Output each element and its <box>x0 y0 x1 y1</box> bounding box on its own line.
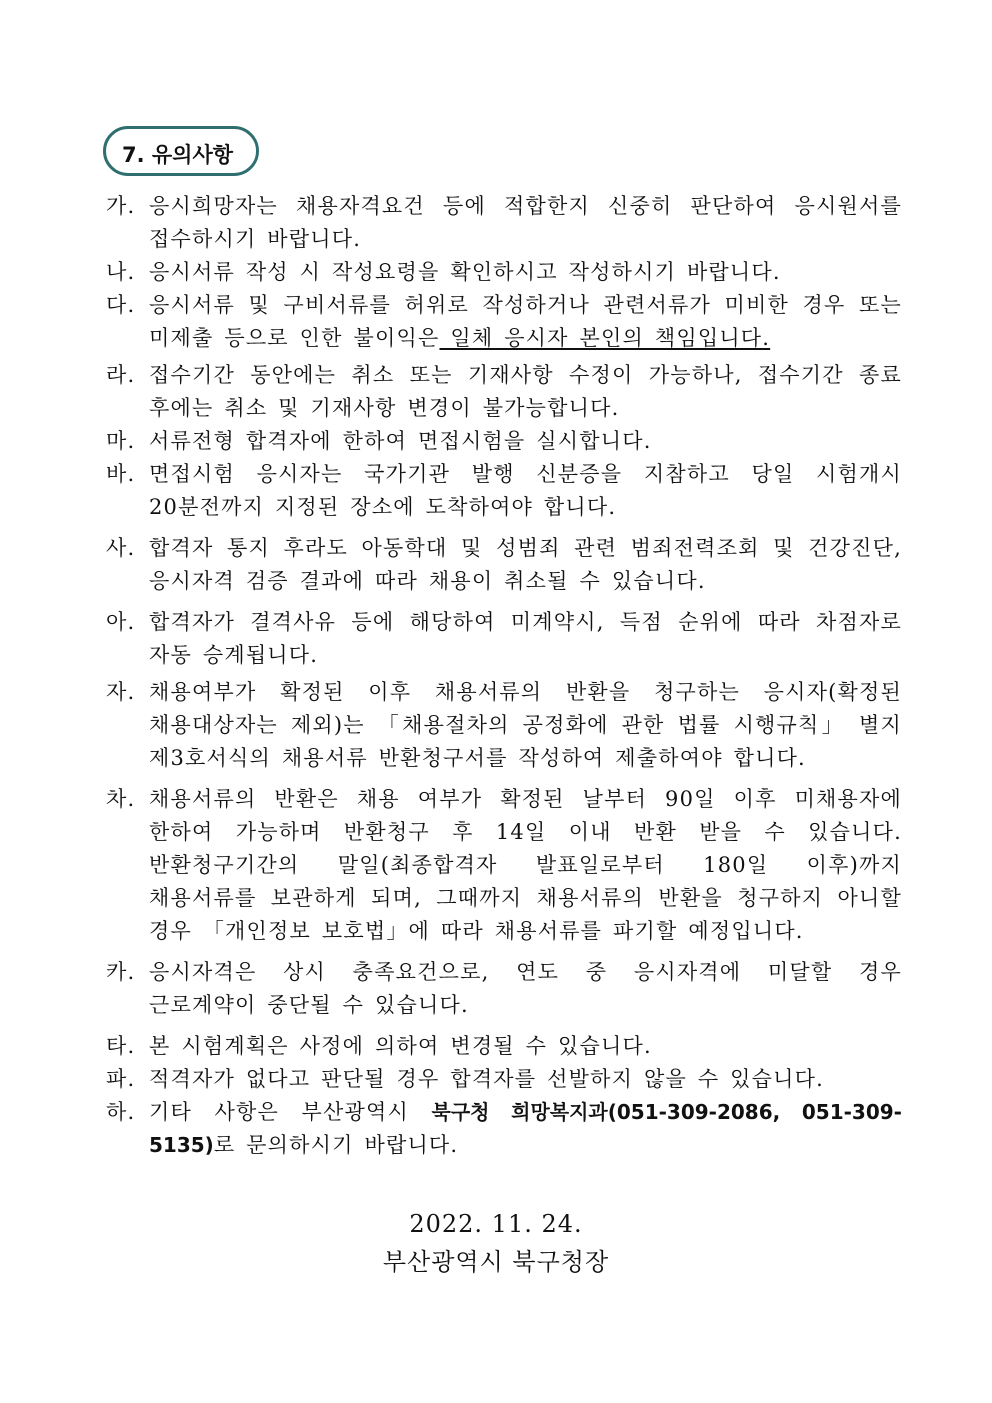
notice-item-na <box>106 256 902 289</box>
notice-text: 접수기간 동안에는 취소 또는 기재사항 수정이 가능하나, 접수기간 종료 후에는 취소 및 기재사항 변경이 불가능합니다. <box>149 363 902 420</box>
notice-marker: 다. <box>106 293 136 317</box>
notice-emphasis-underlined: 일체 응시자 본인의 책임입니다. <box>439 326 771 350</box>
notice-marker: 나. <box>106 260 136 284</box>
notice-marker: 타. <box>106 1034 136 1058</box>
notice-marker: 아. <box>106 610 136 634</box>
notice-item-cha <box>106 783 902 948</box>
notice-marker: 파. <box>106 1067 136 1091</box>
contact-department: 북구청 희망복지과(051-309-2086, 051-309-5135) <box>149 1100 902 1157</box>
notice-item-ma <box>106 425 902 458</box>
notice-marker: 마. <box>106 429 136 453</box>
section-title-badge <box>103 126 259 176</box>
notice-list <box>106 190 902 1162</box>
notice-marker: 차. <box>106 787 136 811</box>
document-footer <box>0 1205 992 1281</box>
notice-item-ja <box>106 676 902 775</box>
notice-text: 응시서류 및 구비서류를 허위로 작성하거나 관련서류가 미비한 경우 또는 미제출 등으로 인한 불이익은 <box>149 293 902 350</box>
issue-date: 2022. 11. 24. <box>409 1210 583 1238</box>
notice-marker: 자. <box>106 680 136 704</box>
notice-text: 로 문의하시기 바랍니다. <box>213 1133 459 1157</box>
notice-text: 기타 사항은 부산광역시 <box>149 1100 432 1124</box>
notice-item-ga <box>106 190 902 256</box>
notice-text: 면접시험 응시자는 국가기관 발행 신분증을 지참하고 당일 시험개시 20분전까지 지정된 장소에 도착하여야 합니다. <box>149 462 902 519</box>
notice-text: 응시희망자는 채용자격요건 등에 적합한지 신중히 판단하여 응시원서를 접수하시기 바랍니다. <box>149 194 902 251</box>
notice-text: 합격자가 결격사유 등에 해당하여 미계약시, 득점 순위에 따라 차점자로 자동 승계됩니다. <box>149 610 902 667</box>
notice-item-a <box>106 606 902 672</box>
notice-text: 적격자가 없다고 판단될 경우 합격자를 선발하지 않을 수 있습니다. <box>149 1067 824 1091</box>
notice-marker: 바. <box>106 462 136 486</box>
notice-item-sa <box>106 532 902 598</box>
notice-marker: 하. <box>106 1100 136 1124</box>
section-title: 7. 유의사항 <box>122 143 234 167</box>
notice-marker: 라. <box>106 363 136 387</box>
notice-item-ba <box>106 458 902 524</box>
notice-item-pa <box>106 1063 902 1096</box>
notice-marker: 카. <box>106 960 136 984</box>
notice-item-da <box>106 289 902 355</box>
notice-text: 응시서류 작성 시 작성요령을 확인하시고 작성하시기 바랍니다. <box>149 260 781 284</box>
notice-text: 합격자 통지 후라도 아동학대 및 성범죄 관련 범죄전력조회 및 건강진단, 응시자격 검증 결과에 따라 채용이 취소될 수 있습니다. <box>149 536 902 593</box>
notice-text: 본 시험계획은 사정에 의하여 변경될 수 있습니다. <box>149 1034 652 1058</box>
notice-marker: 가. <box>106 194 136 218</box>
issuer-name: 부산광역시 북구청장 <box>382 1248 610 1276</box>
notice-item-ka <box>106 956 902 1022</box>
notice-text: 서류전형 합격자에 한하여 면접시험을 실시합니다. <box>149 429 652 453</box>
notice-text: 채용여부가 확정된 이후 채용서류의 반환을 청구하는 응시자(확정된 채용대상자는 제외)는 「채용절차의 공정화에 관한 법률 시행규칙」 별지 제3호서식의 채용서류 반환청구서를 작성하여 제출하여야 합니다. <box>149 680 902 770</box>
notice-text: 응시자격은 상시 충족요건으로, 연도 중 응시자격에 미달할 경우 근로계약이 중단될 수 있습니다. <box>149 960 902 1017</box>
notice-text: 채용서류의 반환은 채용 여부가 확정된 날부터 90일 이후 미채용자에 한하여 가능하며 반환청구 후 14일 이내 반환 받을 수 있습니다. 반환청구기간의 말일(최종합격자 발표일로부터 180일 이후)까지 채용서류를 보관하게 되며, 그때까지 채용서류의 반환을 청구하지 아니할 경우 「개인정보 보호법」에 따라 채용서류를 파기할 예정입니다. <box>149 787 902 943</box>
notice-item-ra <box>106 359 902 425</box>
notice-item-ta <box>106 1030 902 1063</box>
notice-item-ha <box>106 1096 902 1162</box>
notice-marker: 사. <box>106 536 136 560</box>
